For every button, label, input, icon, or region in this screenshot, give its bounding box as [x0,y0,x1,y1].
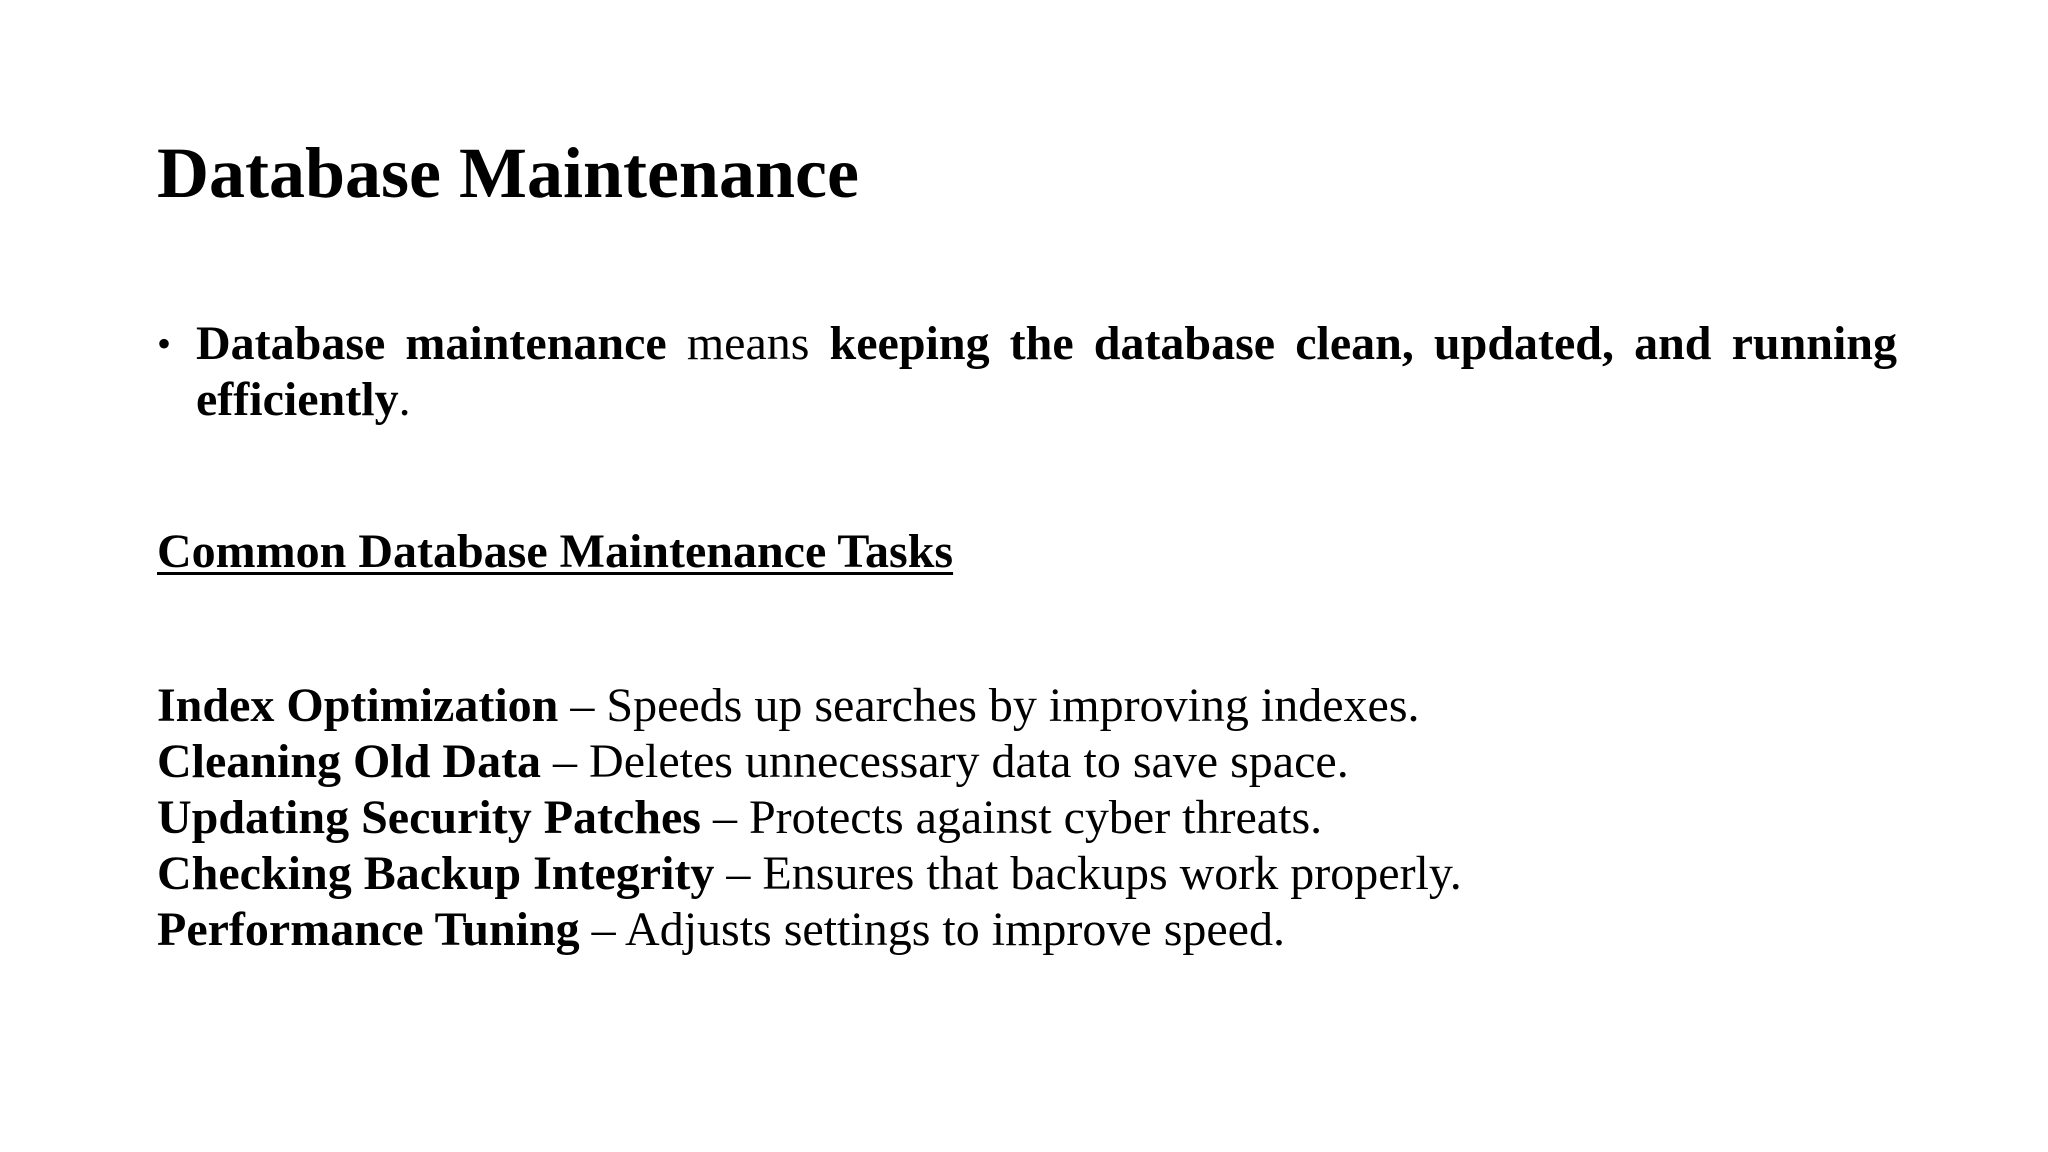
task-item-security-patches [157,790,1462,846]
task-name: Updating Security Patches [157,791,701,844]
task-description: – Speeds up searches by improving indexes. [558,679,1420,732]
task-item-cleaning-old-data [157,734,1462,790]
definition-term: Database maintenance [196,317,667,370]
task-name: Performance Tuning [157,903,580,956]
definition-text [196,316,1897,428]
definition-end: . [398,373,411,426]
task-list [157,678,1462,958]
task-description: – Deletes unnecessary data to save space. [541,735,1349,788]
task-description: – Protects against cyber threats. [700,791,1323,844]
definition-body: keeping the database clean, updated, and running efficiently [196,317,1897,426]
definition-connector: means [666,317,830,370]
tasks-heading: Common Database Maintenance Tasks [157,525,954,578]
definition-bullet [157,316,1897,428]
slide-title: Database Maintenance [157,133,859,213]
task-description: – Adjusts settings to improve speed. [579,903,1285,956]
task-name: Cleaning Old Data [157,735,542,788]
bullet-dot-icon: • [157,321,172,366]
task-item-performance-tuning [157,902,1462,958]
task-description: – Ensures that backups work properly. [714,847,1462,900]
task-item-backup-integrity [157,846,1462,902]
task-item-index-optimization [157,678,1462,734]
task-name: Checking Backup Integrity [157,847,715,900]
task-name: Index Optimization [157,679,559,732]
